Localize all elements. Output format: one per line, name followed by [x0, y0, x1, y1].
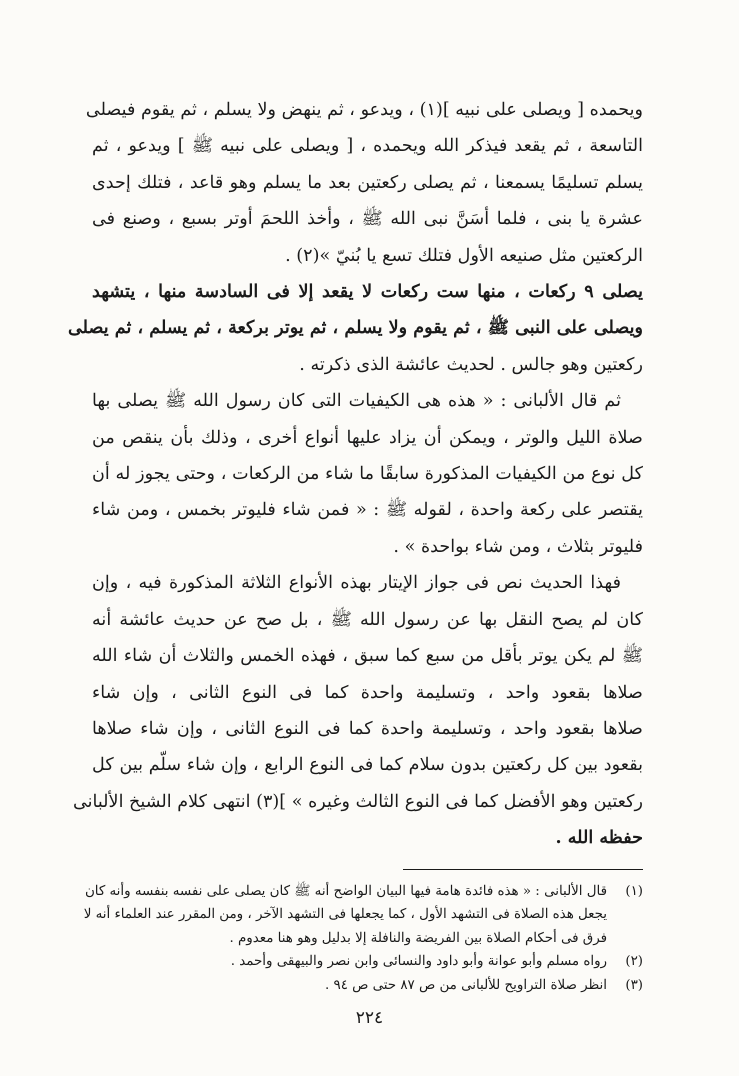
- text-line: يقتصر على ركعة واحدة ، لقوله ﷺ : « فمن شاء فليوتر بخمس ، ومن شاء: [92, 500, 643, 521]
- bold-heading-line: ويصلى على النبى ﷺ ، ثم يقوم ولا يسلم ، ثم يوتر بركعة ، ثم يسلم ، ثم يصلى: [68, 317, 643, 339]
- text-line: الركعتين مثل صنيعه الأول فتلك تسع يا بُنيّ »(٢) .: [285, 245, 643, 266]
- footnote-divider: [403, 869, 643, 870]
- main-text: [68, 92, 643, 857]
- footnote-line: [84, 880, 643, 904]
- text-line: صلاة الليل والوتر ، ويمكن أن يزاد عليها أنواع أخرى ، وذلك بأن ينقص من: [92, 427, 643, 448]
- footnotes: [83, 880, 643, 998]
- text-line: فهذا الحديث نص فى جواز الإيتار بهذه الأنواع الثلاثة المذكورة فيه ، وإن: [92, 573, 621, 594]
- text-line: ثم قال الألبانى : « هذه هى الكيفيات التى كان رسول الله ﷺ يصلى بها: [92, 391, 621, 412]
- footnote-number: (١): [625, 883, 643, 899]
- footnote: [92, 974, 643, 998]
- text-line: صلاها بقعود واحد ، وتسليمة واحدة كما فى النوع الثانى ، وإن شاء صلاها: [92, 718, 643, 739]
- footnote-text: انظر صلاة التراويح للألبانى من ص ٨٧ حتى ص ٩٤ .: [325, 977, 607, 993]
- footnote-line: يجعل هذه الصلاة فى التشهد الأول ، كما يجعلها فى التشهد الآخر ، ومن المقرر عند العلماء أنه لا: [83, 907, 607, 923]
- text-line: التاسعة ، ثم يقعد فيذكر الله ويحمده ، [ ويصلى على نبيه ﷺ ] ويدعو ، ثم: [92, 136, 643, 157]
- text-line: ويحمده [ ويصلى على نبيه ](١) ، ويدعو ، ثم ينهض ولا يسلم ، ثم يقوم فيصلى: [85, 100, 643, 120]
- text-line: فليوتر بثلاث ، ومن شاء بواحدة » .: [393, 536, 643, 557]
- footnote: [92, 950, 643, 974]
- text-line: ﷺ لم يكن يوتر بأقل من سبع كما سبق ، فهذه الخمس والثلاث أن شاء الله: [92, 646, 643, 667]
- text-line: ركعتين وهو جالس . لحديث عائشة الذى ذكرته .: [299, 354, 643, 375]
- text-line: صلاها بقعود واحد ، وتسليمة واحدة كما فى النوع الثانى ، وإن شاء: [92, 682, 643, 703]
- footnote-text: رواه مسلم وأبو عوانة وأبو داود والنسائى وابن نصر والبيهقى وأحمد .: [230, 954, 607, 970]
- footnote-line: [92, 974, 643, 998]
- text-line: كل نوع من الكيفيات المذكورة سابقًا ما شاء من الركعات ، وحتى يجوز له أن: [92, 464, 643, 485]
- page-number: ٢٢٤: [355, 1008, 384, 1028]
- text-line: بقعود بين كل ركعتين بدون سلام كما فى النوع الرابع ، وإن شاء سلّم بين كل: [92, 755, 643, 776]
- footnote-line: فرق فى أحكام الصلاة بين الفريضة والنافلة إلا بدليل وهو هنا معدوم .: [229, 930, 607, 946]
- bold-heading-line: يصلى ٩ ركعات ، منها ست ركعات لا يقعد إلا فى السادسة منها ، يتشهد: [92, 281, 643, 303]
- footnote-number: (٢): [625, 954, 643, 970]
- text-line: عشرة يا بنى ، فلما أسَنَّ نبى الله ﷺ ، وأخذ اللحمَ أوتر بسبع ، وصنع فى: [92, 209, 643, 230]
- text-line: يسلم تسليمًا يسمعنا ، ثم يصلى ركعتين بعد ما يسلم وهو قاعد ، فتلك إحدى: [92, 172, 643, 193]
- footnote-line: [92, 950, 643, 974]
- footnote-text: قال الألبانى : « هذه فائدة هامة فيها البيان الواضح أنه ﷺ كان يصلى على نفسه بنفسه وأنه كان: [84, 883, 607, 899]
- text-line: حفظه الله .: [555, 827, 643, 849]
- text-line: ركعتين وهو الأفضل كما فى النوع الثالث وغيره » ](٣) انتهى كلام الشيخ الألبانى: [72, 791, 643, 812]
- text-line: كان لم يصح النقل بها عن رسول الله ﷺ ، بل صح عن حديث عائشة أنه: [92, 609, 643, 630]
- footnote: [83, 880, 643, 951]
- footnote-number: (٣): [625, 977, 643, 993]
